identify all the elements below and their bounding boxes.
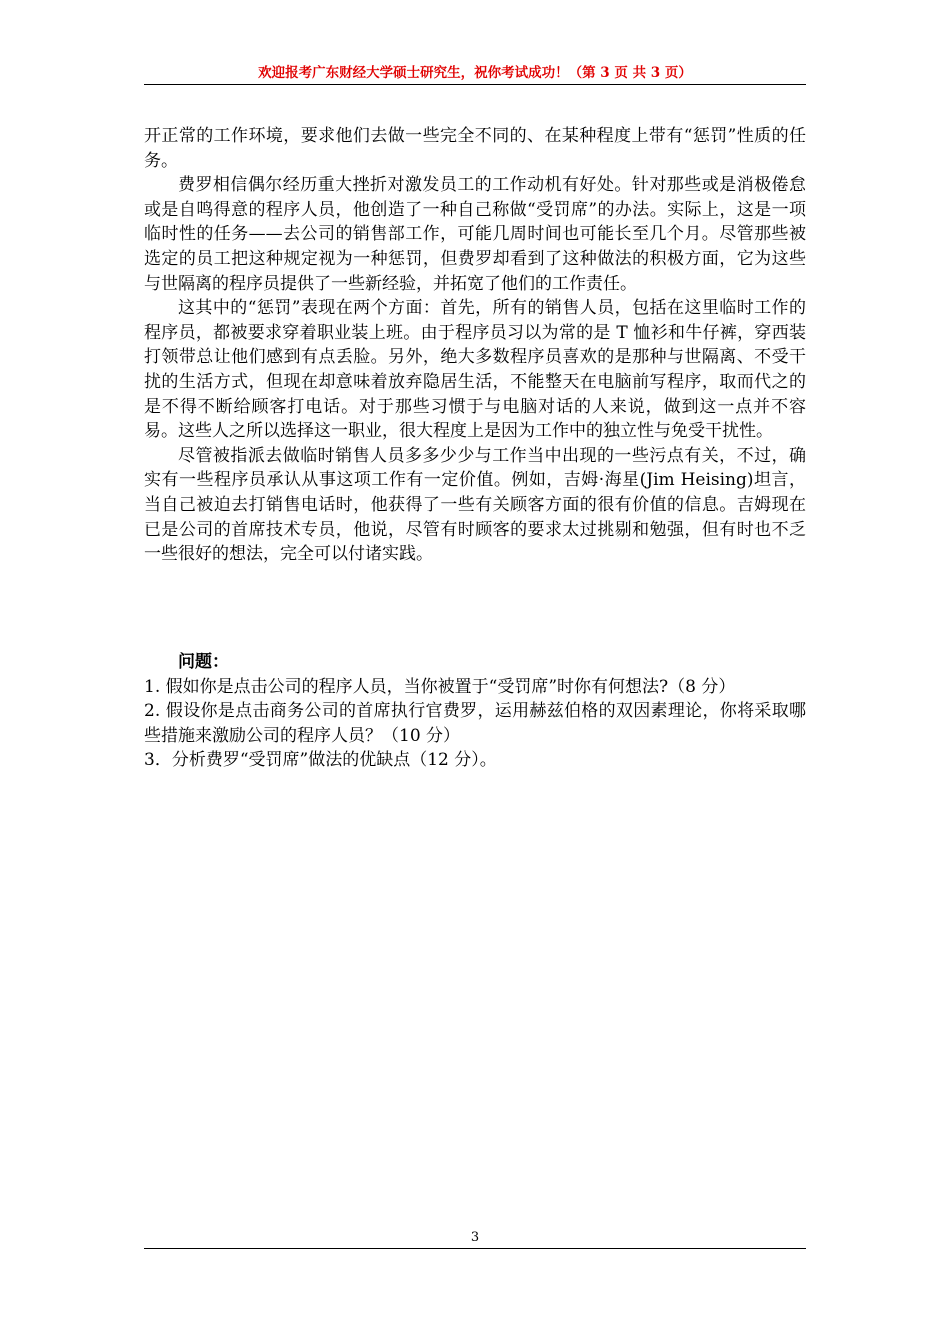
- paragraph-continuation: 开正常的工作环境，要求他们去做一些完全不同的、在某种程度上带有“惩罚”性质的任务。: [144, 126, 806, 171]
- paragraph: 尽管被指派去做临时销售人员多多少少与工作当中出现的一些污点有关，不过，确实有一些程序员承认从事这项工作有一定价值。例如，吉姆·海星(Jim Heising)坦言，当自己被迫去打销售电话时，他获得了一些有关顾客方面的很有价值的信息。吉姆现在已是公司的首席技术专员，他说，尽管有时顾客的要求太过挑剔和勉强，但有时也不乏一些很好的想法，完全可以付诸实践。: [144, 445, 806, 565]
- page-header: 欢迎报考广东财经大学硕士研究生，祝你考试成功！（第 3 页 共 3 页）: [258, 65, 692, 81]
- questions-heading: 问题：: [178, 652, 229, 672]
- question-item-2: 2. 假设你是点击商务公司的首席执行官费罗，运用赫兹伯格的双因素理论，你将采取哪些措施来激励公司的程序人员？（10 分）: [144, 701, 806, 746]
- page-number: 3: [470, 1230, 480, 1245]
- case-body: [144, 124, 806, 567]
- paragraph: 费罗相信偶尔经历重大挫折对激发员工的工作动机有好处。针对那些或是消极倦怠或是自鸣得意的程序人员，他创造了一种自己称做“受罚席”的办法。实际上，这是一项临时性的任务——去公司的销售部工作，可能几周时间也可能长至几个月。尽管那些被选定的员工把这种规定视为一种惩罚，但费罗却看到了这种做法的积极方面，它为这些与世隔离的程序员提供了一些新经验，并拓宽了他们的工作责任。: [144, 175, 806, 294]
- question-item-3: 3．分析费罗“受罚席”做法的优缺点（12 分）。: [144, 750, 497, 771]
- questions-section: [144, 650, 806, 773]
- footer-divider: [144, 1248, 806, 1249]
- header-divider: [144, 84, 806, 85]
- question-item-1: 1. 假如你是点击公司的程序人员，当你被置于“受罚席”时你有何想法?（8 分）: [144, 676, 736, 697]
- paragraph: 这其中的“惩罚”表现在两个方面：首先，所有的销售人员，包括在这里临时工作的程序员，都被要求穿着职业装上班。由于程序员习以为常的是 T 恤衫和牛仔裤，穿西装打领带总让他们感到有点丢脸。另外，绝大多数程序员喜欢的是那种与世隔离、不受干扰的生活方式，但现在却意味着放弃隐居生活，不能整天在电脑前写程序，取而代之的是不得不断给顾客打电话。对于那些习惯于与电脑对话的人来说，做到这一点并不容易。这些人之所以选择这一职业，很大程度上是因为工作中的独立性与免受干扰性。: [144, 298, 806, 442]
